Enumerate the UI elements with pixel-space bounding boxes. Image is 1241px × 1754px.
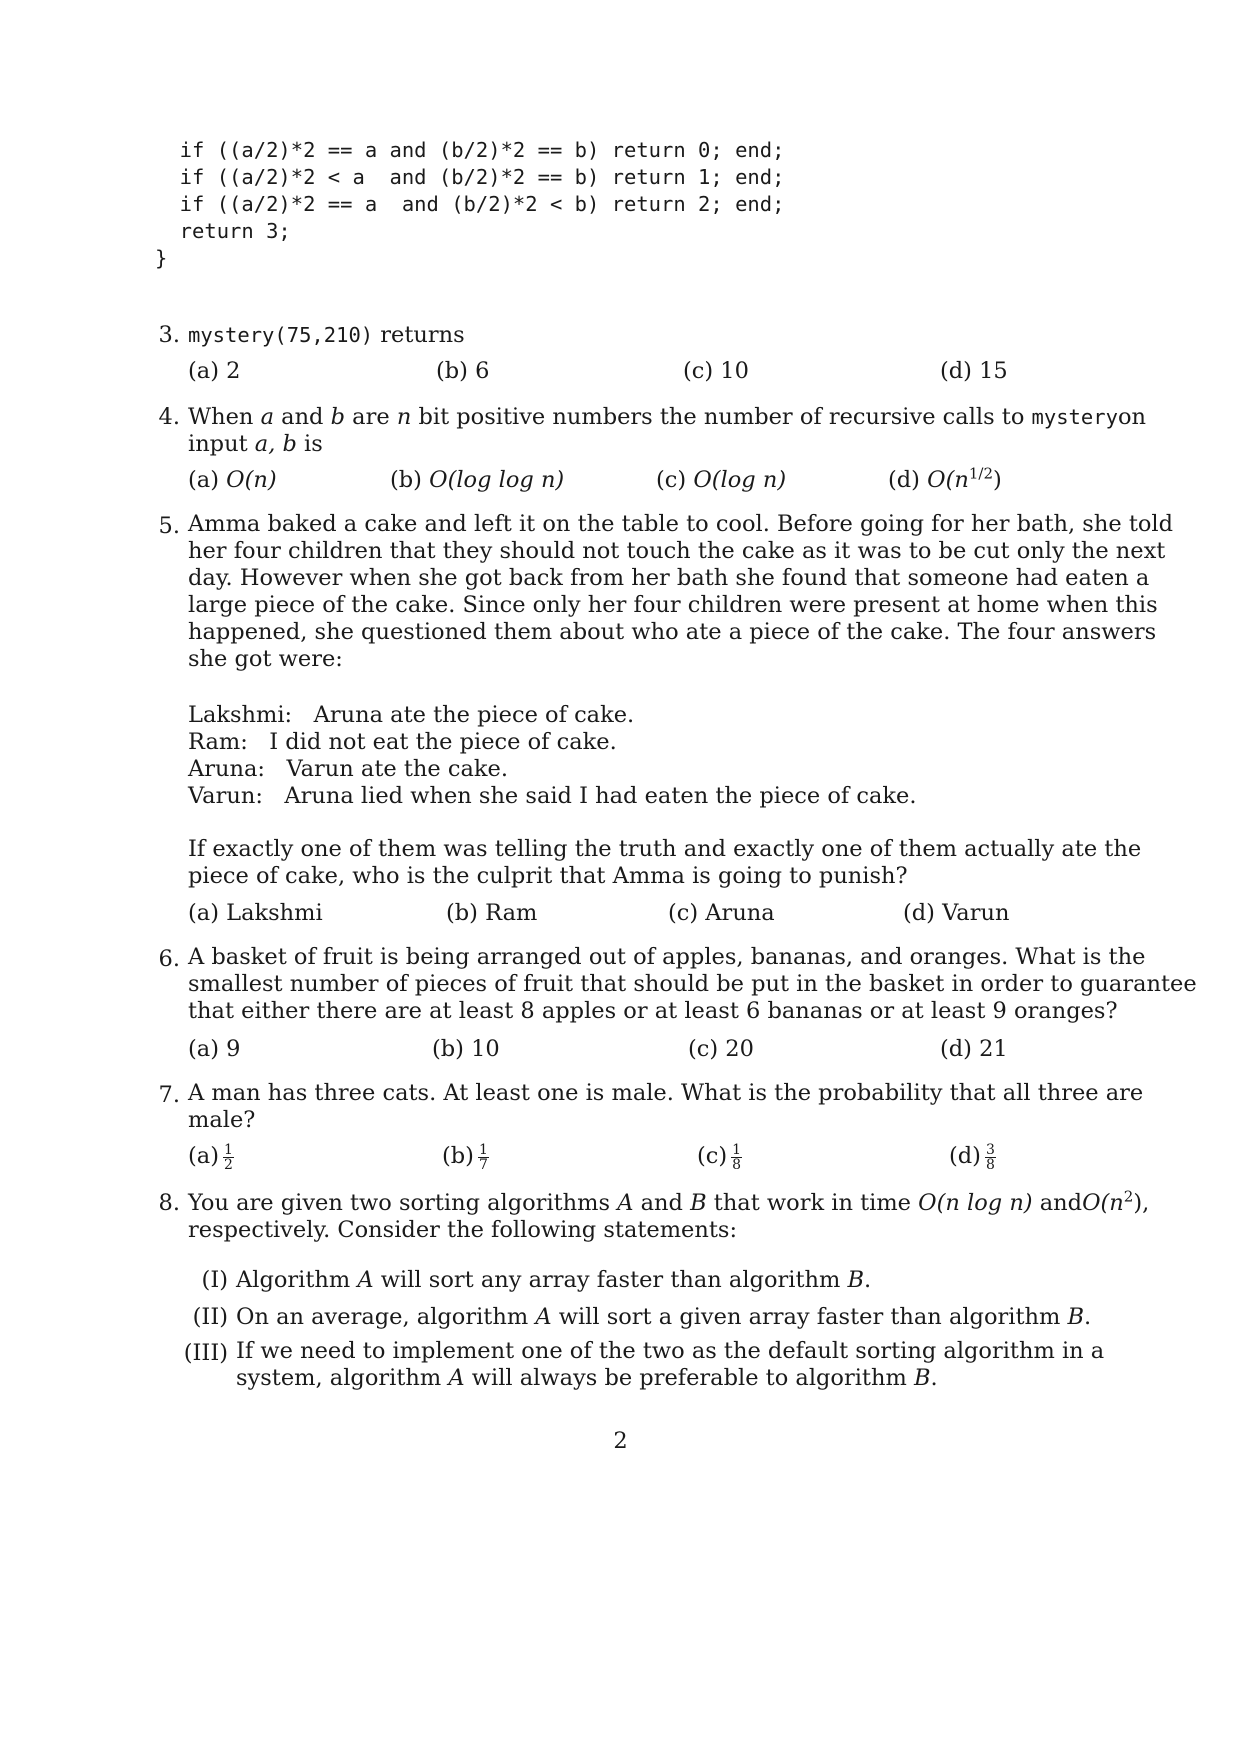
text-fragment: . [930, 1365, 938, 1391]
text-fragment: input [188, 431, 255, 457]
option-label: (d) [949, 1143, 981, 1169]
question-text-line: respectively. Consider the following statements: [188, 1217, 738, 1243]
paragraph-line: male? [188, 1107, 256, 1133]
complexity: O(n log n) [918, 1190, 1033, 1216]
code-line: return 3; [155, 219, 291, 243]
text-fragment: is [296, 431, 323, 457]
option-a: (a) 2 [188, 358, 241, 384]
option-b [442, 1141, 489, 1172]
option-label: (b) [442, 1143, 474, 1169]
variable: b [330, 404, 346, 430]
option-d: (d) 15 [940, 358, 1008, 384]
question-number: 3. [158, 322, 180, 348]
question-number: 7. [158, 1082, 180, 1108]
paragraph-line: happened, she questioned them about who ate a piece of the cake. The four answers [188, 619, 1157, 645]
answer-ram: Ram: I did not eat the piece of cake. [188, 729, 617, 755]
text-fragment: on [1117, 404, 1146, 430]
variable: B [913, 1365, 931, 1391]
text-fragment: will sort a given array faster than algorithm [551, 1304, 1068, 1330]
text-fragment: and [1032, 1190, 1083, 1216]
page-number: 2 [613, 1428, 628, 1454]
statement-II [236, 1302, 1091, 1332]
text-fragment: When [188, 404, 261, 430]
question-text [188, 320, 465, 350]
statement-label: (I) [201, 1267, 228, 1293]
question-number: 6. [158, 946, 180, 972]
statement-label: (II) [192, 1304, 228, 1330]
fraction [223, 1143, 234, 1172]
option-label: (c) [697, 1143, 728, 1169]
option-c [697, 1141, 742, 1172]
option-c: (c) Aruna [668, 900, 775, 926]
statement-I [236, 1265, 871, 1295]
text-fragment: will always be preferable to algorithm [464, 1365, 914, 1391]
option-expression: O(n) [226, 467, 277, 493]
paragraph-line: If exactly one of them was telling the truth and exactly one of them actually ate the [188, 836, 1142, 862]
option-d [949, 1141, 996, 1172]
option-c: (c) 10 [683, 358, 749, 384]
option-expression: O(n [927, 467, 969, 493]
question-paragraph [188, 944, 1197, 1025]
text-fragment: . [864, 1267, 872, 1293]
variable: B [847, 1267, 865, 1293]
option-d [888, 465, 1002, 495]
question-number: 8. [158, 1190, 180, 1216]
paragraph-line: A man has three cats. At least one is male. What is the probability that all three are [188, 1080, 1144, 1106]
denominator: 8 [985, 1156, 995, 1173]
text-fragment: that work in time [706, 1190, 919, 1216]
option-expression: O(log n) [693, 467, 787, 493]
denominator: 2 [223, 1156, 233, 1173]
numerator: 1 [223, 1141, 233, 1158]
question-text-line [188, 402, 1146, 432]
variable: B [1067, 1304, 1085, 1330]
option-a [188, 1141, 234, 1172]
variable: A [617, 1190, 634, 1216]
exponent: 2 [1123, 1187, 1134, 1206]
answer-varun: Varun: Aruna lied when she said I had eaten the piece of cake. [188, 783, 917, 809]
statement-III [236, 1338, 1105, 1392]
variable: a, b [254, 431, 297, 457]
question-paragraph [188, 511, 1174, 673]
fraction [478, 1143, 489, 1172]
option-exponent: 1/2 [968, 464, 993, 483]
code-line: if ((a/2)*2 < a and (b/2)*2 == b) return 1; end; [155, 165, 785, 189]
text-fragment: On an average, algorithm [236, 1304, 536, 1330]
question-paragraph [188, 836, 1142, 890]
complexity: O(n [1082, 1190, 1124, 1216]
question-text-line [188, 1187, 1150, 1218]
paragraph-line: day. However when she got back from her bath she found that someone had eaten a [188, 565, 1150, 591]
paragraph-line: If we need to implement one of the two as the default sorting algorithm in a [236, 1338, 1105, 1364]
variable: A [357, 1267, 374, 1293]
question-text-rest: returns [373, 322, 465, 348]
paragraph-line: piece of cake, who is the culprit that Amma is going to punish? [188, 863, 908, 889]
paragraph-line: that either there are at least 8 apples or at least 6 bananas or at least 9 oranges? [188, 998, 1118, 1024]
statement-label: (III) [183, 1340, 228, 1366]
text-fragment: You are given two sorting algorithms [188, 1190, 618, 1216]
question-number: 5. [158, 513, 180, 539]
option-b: (b) Ram [446, 900, 538, 926]
function-name: mystery [1031, 405, 1118, 429]
text-fragment: system, algorithm [236, 1365, 449, 1391]
option-expression-close: ) [992, 467, 1002, 493]
option-label: (a) [188, 1143, 219, 1169]
option-a [188, 465, 277, 495]
option-b: (b) 6 [436, 358, 490, 384]
option-c [656, 465, 786, 495]
text-fragment: are [345, 404, 397, 430]
text-fragment: ), [1133, 1190, 1150, 1216]
text-fragment: will sort any array faster than algorithm [373, 1267, 848, 1293]
fraction [731, 1143, 742, 1172]
option-label: (a) [188, 467, 227, 493]
text-fragment: bit positive numbers the number of recursive calls to [411, 404, 1032, 430]
paragraph-line: A basket of fruit is being arranged out of apples, bananas, and oranges. What is the [188, 944, 1146, 970]
option-label: (c) [656, 467, 694, 493]
answer-aruna: Aruna: Varun ate the cake. [188, 756, 508, 782]
paragraph-line: smallest number of pieces of fruit that should be put in the basket in order to guarantee [188, 971, 1197, 997]
numerator: 3 [985, 1141, 995, 1158]
numerator: 1 [732, 1141, 742, 1158]
option-b [390, 465, 564, 495]
option-expression: O(log log n) [429, 467, 565, 493]
paragraph-line: Amma baked a cake and left it on the table to cool. Before going for her bath, she told [188, 511, 1174, 537]
paragraph-line: large piece of the cake. Since only her four children were present at home when this [188, 592, 1158, 618]
text-fragment: and [633, 1190, 691, 1216]
function-call: mystery(75,210) [188, 323, 374, 347]
fraction [985, 1143, 996, 1172]
option-label: (d) [888, 467, 928, 493]
denominator: 8 [732, 1156, 742, 1173]
option-label: (b) [390, 467, 430, 493]
answer-lakshmi: Lakshmi: Aruna ate the piece of cake. [188, 702, 635, 728]
variable: n [396, 404, 412, 430]
paragraph-line [236, 1365, 1006, 1392]
option-d: (d) Varun [903, 900, 1010, 926]
variable: A [448, 1365, 465, 1391]
text-fragment: Algorithm [236, 1267, 358, 1293]
option-a: (a) Lakshmi [188, 900, 323, 926]
question-number: 4. [158, 404, 180, 430]
text-fragment: and [274, 404, 331, 430]
question-paragraph [188, 1080, 1144, 1134]
option-b: (b) 10 [432, 1036, 500, 1062]
code-line: if ((a/2)*2 == a and (b/2)*2 < b) return 2; end; [155, 192, 785, 216]
question-text-line [188, 429, 323, 459]
variable: A [535, 1304, 552, 1330]
denominator: 7 [478, 1156, 488, 1173]
variable: B [690, 1190, 707, 1216]
numerator: 1 [478, 1141, 488, 1158]
text-fragment: . [1084, 1304, 1092, 1330]
paragraph-line: she got were: [188, 646, 343, 672]
option-d: (d) 21 [940, 1036, 1008, 1062]
code-line: if ((a/2)*2 == a and (b/2)*2 == b) return 0; end; [155, 138, 785, 162]
option-a: (a) 9 [188, 1036, 241, 1062]
paragraph-line: her four children that they should not touch the cake as it was to be cut only the next [188, 538, 1166, 564]
option-c: (c) 20 [688, 1036, 754, 1062]
code-line: } [155, 246, 168, 270]
variable: a [260, 404, 274, 430]
